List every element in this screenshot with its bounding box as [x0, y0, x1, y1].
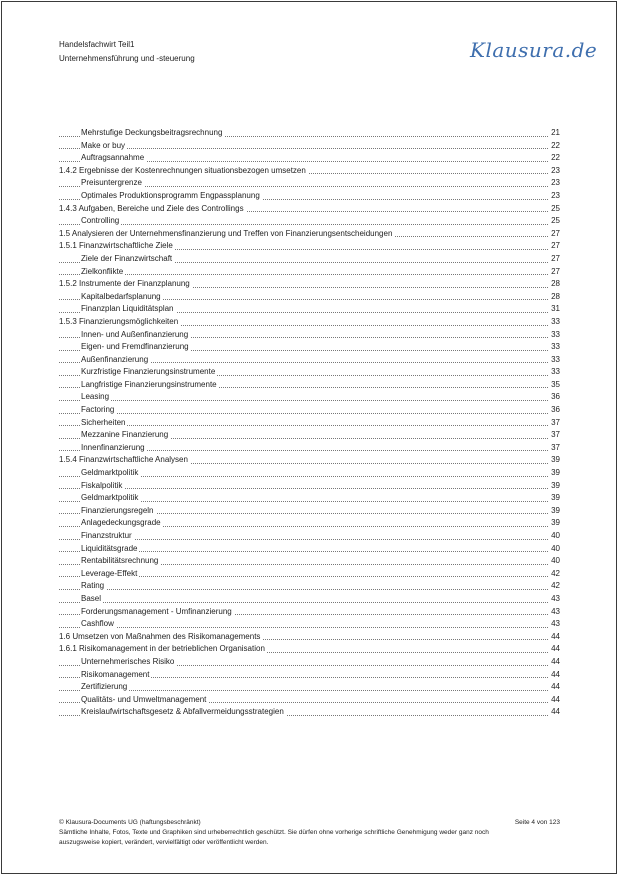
toc-entry-title: Eigen- und Fremdfinanzierung	[81, 342, 189, 352]
toc-dot-leader	[59, 627, 560, 628]
toc-entry-title: 1.5.4 Finanzwirtschaftliche Analysen	[59, 455, 188, 465]
toc-entry-page: 44	[549, 706, 560, 719]
toc-entry-page: 39	[549, 505, 560, 518]
toc-entry[interactable]	[59, 454, 560, 467]
toc-entry-page: 33	[549, 329, 560, 342]
toc-dot-leader	[59, 602, 560, 603]
toc-entry-title: Finanzierungsregeln	[81, 505, 154, 515]
toc-entry-page: 37	[549, 442, 560, 455]
footer-copyright: © Klausura-Documents UG (haftungsbeschränkt)	[59, 819, 201, 826]
toc-entry-title: Factoring	[81, 405, 115, 415]
toc-entry[interactable]	[59, 177, 560, 190]
toc-entry[interactable]	[59, 555, 560, 568]
toc-entry-title: Make or buy	[81, 140, 126, 150]
header-course-title: Handelsfachwirt Teil1	[59, 40, 135, 49]
toc-entry[interactable]	[59, 127, 560, 140]
toc-entry-title: Rating	[81, 581, 105, 591]
toc-entry-title: Controlling	[81, 216, 120, 226]
toc-entry[interactable]	[59, 329, 560, 342]
toc-entry-page: 37	[549, 429, 560, 442]
toc-entry-page: 25	[549, 215, 560, 228]
toc-entry-page: 40	[549, 530, 560, 543]
toc-entry-page: 43	[549, 618, 560, 631]
toc-entry-title: Kurzfristige Finanzierungsinstrumente	[81, 367, 216, 377]
toc-entry[interactable]	[59, 568, 560, 581]
toc-entry-page: 25	[549, 203, 560, 216]
toc-entry-page: 33	[549, 316, 560, 329]
toc-entry-page: 44	[549, 669, 560, 682]
toc-entry[interactable]	[59, 505, 560, 518]
toc-dot-leader	[59, 425, 560, 426]
toc-entry[interactable]	[59, 291, 560, 304]
toc-entry[interactable]	[59, 530, 560, 543]
toc-entry-page: 23	[549, 177, 560, 190]
toc-entry-title: Mehrstufige Deckungsbeitragsrechnung	[81, 128, 223, 137]
toc-entry[interactable]	[59, 215, 560, 228]
toc-entry-page: 37	[549, 417, 560, 430]
toc-entry-title: Geldmarktpolitik	[81, 493, 139, 503]
toc-entry-title: Ziele der Finanzwirtschaft	[81, 253, 173, 263]
toc-entry-page: 40	[549, 555, 560, 568]
toc-entry-page: 23	[549, 190, 560, 203]
toc-entry-page: 44	[549, 656, 560, 669]
toc-entry-page: 21	[549, 127, 560, 140]
toc-entry[interactable]	[59, 543, 560, 556]
toc-entry-page: 28	[549, 291, 560, 304]
toc-entry-title: Außenfinanzierung	[81, 354, 149, 364]
header-subject: Unternehmensführung und -steuerung	[59, 54, 195, 63]
toc-entry-page: 39	[549, 517, 560, 530]
table-of-contents	[59, 127, 560, 719]
toc-entry-title: Kapitalbedarfsplanung	[81, 291, 161, 301]
toc-entry[interactable]	[59, 467, 560, 480]
toc-entry-page: 43	[549, 606, 560, 619]
toc-entry[interactable]	[59, 303, 560, 316]
toc-entry-title: 1.5.2 Instrumente der Finanzplanung	[59, 279, 190, 289]
toc-entry[interactable]	[59, 681, 560, 694]
toc-entry-page: 43	[549, 593, 560, 606]
toc-entry[interactable]	[59, 694, 560, 707]
toc-entry-page: 39	[549, 467, 560, 480]
toc-entry-page: 31	[549, 303, 560, 316]
toc-entry-title: Rentabilitätsrechnung	[81, 556, 159, 566]
toc-dot-leader	[59, 224, 560, 225]
toc-entry[interactable]	[59, 669, 560, 682]
toc-entry-page: 36	[549, 391, 560, 404]
toc-dot-leader	[59, 400, 560, 401]
toc-entry-title: 1.6.1 Risikomanagement in der betrieblichen Organisation	[59, 644, 265, 654]
page-header	[59, 38, 195, 66]
toc-entry-title: 1.4.3 Aufgaben, Bereiche und Ziele des Controllings	[59, 203, 244, 213]
toc-entry[interactable]	[59, 240, 560, 253]
footer-page-number: Seite 4 von 123	[514, 819, 560, 826]
toc-entry-page: 44	[549, 631, 560, 644]
toc-entry[interactable]	[59, 266, 560, 279]
toc-entry-page: 44	[549, 681, 560, 694]
footer-notice-line-2: auszugsweise kopiert, verändert, vervielfältigt oder veröffentlicht werden.	[59, 838, 269, 846]
toc-entry[interactable]	[59, 417, 560, 430]
footer-notice-line-1: Sämtliche Inhalte, Fotos, Texte und Graphiken sind urheberrechtlich geschützt. Sie dürfen ohne vorherige schriftliche Genehmigung weder ganz noch	[59, 829, 489, 836]
toc-entry-page: 42	[549, 580, 560, 593]
toc-dot-leader	[59, 690, 560, 691]
toc-entry-page: 42	[549, 568, 560, 581]
toc-entry[interactable]	[59, 492, 560, 505]
toc-entry-title: Zielkonflikte	[81, 266, 124, 276]
toc-entry[interactable]	[59, 228, 560, 241]
toc-entry-page: 27	[549, 228, 560, 241]
toc-entry[interactable]	[59, 606, 560, 619]
toc-entry[interactable]	[59, 480, 560, 493]
toc-entry[interactable]	[59, 190, 560, 203]
toc-entry[interactable]	[59, 253, 560, 266]
toc-entry-title: 1.5.1 Finanzwirtschaftliche Ziele	[59, 241, 173, 251]
toc-entry-title: Optimales Produktionsprogramm Engpassplanung	[81, 190, 260, 200]
toc-entry-page: 39	[549, 492, 560, 505]
toc-entry-title: Basel	[81, 593, 102, 603]
klausura-logo	[470, 38, 598, 68]
toc-entry-page: 33	[549, 354, 560, 367]
toc-entry-page: 27	[549, 240, 560, 253]
toc-entry-page: 36	[549, 404, 560, 417]
toc-entry-page: 35	[549, 379, 560, 392]
toc-entry-title: Fiskalpolitik	[81, 480, 123, 490]
toc-entry[interactable]	[59, 140, 560, 153]
toc-entry[interactable]	[59, 316, 560, 329]
toc-entry[interactable]	[59, 203, 560, 216]
toc-entry[interactable]	[59, 618, 560, 631]
toc-entry[interactable]	[59, 152, 560, 165]
toc-entry-title: 1.4.2 Ergebnisse der Kostenrechnungen situationsbezogen umsetzen	[59, 165, 306, 175]
toc-entry-title: Preisuntergrenze	[81, 178, 142, 188]
toc-entry-title: Auftragsannahme	[81, 153, 145, 163]
toc-entry[interactable]	[59, 429, 560, 442]
toc-entry-title: Qualitäts- und Umweltmanagement	[81, 694, 207, 704]
toc-entry[interactable]	[59, 656, 560, 669]
toc-entry-title: Zertifizierung	[81, 682, 128, 692]
toc-entry[interactable]	[59, 165, 560, 178]
toc-entry-title: 1.5 Analysieren der Unternehmensfinanzierung und Treffen von Finanzierungsentscheidungen	[59, 228, 393, 238]
toc-entry-page: 27	[549, 266, 560, 279]
toc-entry[interactable]	[59, 341, 560, 354]
toc-entry-page: 33	[549, 366, 560, 379]
toc-entry[interactable]	[59, 593, 560, 606]
toc-entry-title: 1.6 Umsetzen von Maßnahmen des Risikomanagements	[59, 631, 261, 641]
toc-entry-title: Unternehmerisches Risiko	[81, 656, 175, 666]
toc-entry-title: Innen- und Außenfinanzierung	[81, 329, 189, 339]
toc-entry-page: 33	[549, 341, 560, 354]
toc-entry-page: 22	[549, 140, 560, 153]
toc-entry-title: Geldmarktpolitik	[81, 468, 139, 478]
toc-entry-page: 39	[549, 454, 560, 467]
toc-entry-page: 40	[549, 543, 560, 556]
toc-dot-leader	[59, 589, 560, 590]
toc-entry-title: Mezzanine Finanzierung	[81, 430, 169, 440]
toc-entry-page: 44	[549, 643, 560, 656]
toc-entry[interactable]	[59, 631, 560, 644]
toc-entry[interactable]	[59, 442, 560, 455]
toc-entry-page: 28	[549, 278, 560, 291]
toc-entry-page: 39	[549, 480, 560, 493]
page-footer	[59, 818, 560, 847]
toc-dot-leader	[59, 413, 560, 414]
toc-entry-title: Kreislaufwirtschaftsgesetz & Abfallvermeidungsstrategien	[81, 707, 284, 717]
toc-entry[interactable]	[59, 366, 560, 379]
toc-entry-title: Cashflow	[81, 619, 114, 629]
toc-entry-title: Leasing	[81, 392, 110, 402]
toc-entry-title: Leverage-Effekt	[81, 568, 138, 578]
toc-dot-leader	[59, 488, 560, 489]
toc-entry[interactable]	[59, 580, 560, 593]
toc-entry[interactable]	[59, 278, 560, 291]
toc-entry[interactable]	[59, 643, 560, 656]
toc-dot-leader	[59, 274, 560, 275]
toc-entry-title: Risikomanagement	[81, 669, 150, 679]
toc-entry[interactable]	[59, 391, 560, 404]
toc-entry-title: 1.5.3 Finanzierungsmöglichkeiten	[59, 316, 179, 326]
toc-entry[interactable]	[59, 517, 560, 530]
toc-entry-title: Innenfinanzierung	[81, 442, 145, 452]
toc-dot-leader	[59, 148, 560, 149]
toc-entry-title: Liquiditätsgrade	[81, 543, 138, 553]
toc-dot-leader	[59, 539, 560, 540]
toc-entry-page: 22	[549, 152, 560, 165]
logo-text: Klausura.de	[470, 38, 598, 62]
toc-entry-title: Langfristige Finanzierungsinstrumente	[81, 379, 217, 389]
toc-entry[interactable]	[59, 379, 560, 392]
toc-entry-title: Forderungsmanagement - Umfinanzierung	[81, 606, 232, 616]
toc-entry[interactable]	[59, 404, 560, 417]
toc-entry-title: Finanzstruktur	[81, 531, 132, 540]
toc-entry[interactable]	[59, 354, 560, 367]
toc-entry-title: Sicherheiten	[81, 417, 126, 427]
toc-entry[interactable]	[59, 706, 560, 719]
toc-entry-page: 23	[549, 165, 560, 178]
toc-entry-page: 44	[549, 694, 560, 707]
toc-entry-title: Finanzplan Liquiditätsplan	[81, 304, 174, 314]
toc-entry-title: Anlagedeckungsgrade	[81, 518, 161, 528]
toc-entry-page: 27	[549, 253, 560, 266]
